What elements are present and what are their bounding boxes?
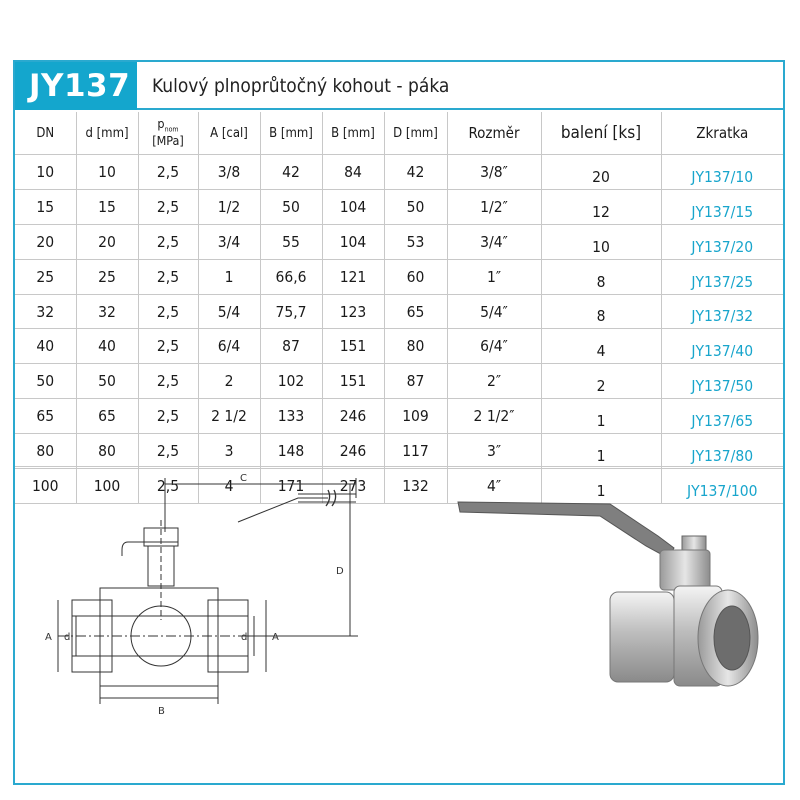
cell-d: 20: [76, 224, 138, 259]
cell-zkratka: JY137/15: [661, 189, 783, 224]
cell-zkratka: JY137/25: [661, 259, 783, 294]
cell-a: 4: [198, 469, 260, 504]
cell-d: 25: [76, 259, 138, 294]
cell-zkratka: JY137/80: [661, 434, 783, 469]
cell-rozmer: 4″: [447, 469, 541, 504]
header-b2: B [mm]: [322, 112, 384, 155]
cell-b2: 123: [322, 294, 384, 329]
cell-dd: 60: [384, 259, 447, 294]
cell-b2: 104: [322, 189, 384, 224]
cell-zkratka: JY137/65: [661, 399, 783, 434]
cell-a: 1/2: [198, 189, 260, 224]
cell-dn: 100: [15, 469, 76, 504]
table-row: [15, 259, 783, 294]
cell-rozmer: 6/4″: [447, 329, 541, 364]
cell-dn: 10: [15, 155, 76, 190]
cell-a: 3/8: [198, 155, 260, 190]
cell-baleni: 8: [541, 294, 661, 329]
valve-outlet-thread: [714, 606, 750, 670]
cell-b1: 133: [260, 399, 322, 434]
cell-baleni: 1: [541, 469, 661, 504]
cell-dd: 50: [384, 189, 447, 224]
table-header-row: [15, 112, 783, 155]
cell-rozmer: 3/8″: [447, 155, 541, 190]
cell-d: 32: [76, 294, 138, 329]
cell-dd: 87: [384, 364, 447, 399]
valve-body-left: [610, 592, 674, 682]
cell-pnom: 2,5: [138, 224, 198, 259]
cell-baleni: 20: [541, 155, 661, 190]
cell-zkratka: JY137/20: [661, 224, 783, 259]
cell-dn: 40: [15, 329, 76, 364]
spec-table: [15, 112, 783, 504]
table-row: [15, 155, 783, 190]
cell-b2: 151: [322, 329, 384, 364]
cell-zkratka: JY137/32: [661, 294, 783, 329]
cell-dd: 65: [384, 294, 447, 329]
cell-d: 50: [76, 364, 138, 399]
header-rozmer: Rozměr: [447, 112, 541, 155]
cell-a: 6/4: [198, 329, 260, 364]
cell-pnom: 2,5: [138, 189, 198, 224]
spec-table-body: [15, 155, 783, 504]
ball-valve-photo: [450, 488, 770, 698]
cell-b1: 75,7: [260, 294, 322, 329]
cell-b2: 84: [322, 155, 384, 190]
cell-a: 3/4: [198, 224, 260, 259]
header-baleni: balení [ks]: [541, 112, 661, 155]
cell-d: 10: [76, 155, 138, 190]
cell-baleni: 8: [541, 259, 661, 294]
cell-pnom: 2,5: [138, 329, 198, 364]
cell-zkratka: JY137/50: [661, 364, 783, 399]
cell-dn: 80: [15, 434, 76, 469]
cell-rozmer: 2″: [447, 364, 541, 399]
cell-dn: 32: [15, 294, 76, 329]
cell-baleni: 2: [541, 364, 661, 399]
cell-pnom: 2,5: [138, 434, 198, 469]
cell-d: 40: [76, 329, 138, 364]
cell-baleni: 1: [541, 399, 661, 434]
cell-b1: 148: [260, 434, 322, 469]
cell-baleni: 4: [541, 329, 661, 364]
table-row: [15, 294, 783, 329]
handle-drawing: [238, 494, 356, 522]
cell-dd: 117: [384, 434, 447, 469]
label-a-left: A: [45, 632, 52, 643]
cell-pnom: 2,5: [138, 364, 198, 399]
cell-dn: 15: [15, 189, 76, 224]
title-divider: [137, 108, 783, 110]
cell-rozmer: 2 1/2″: [447, 399, 541, 434]
cell-b1: 55: [260, 224, 322, 259]
cell-rozmer: 1″: [447, 259, 541, 294]
cell-b2: 246: [322, 434, 384, 469]
cell-dn: 25: [15, 259, 76, 294]
valve-body: [100, 588, 218, 686]
cell-rozmer: 3″: [447, 434, 541, 469]
cell-dn: 20: [15, 224, 76, 259]
header-b1: B [mm]: [260, 112, 322, 155]
cell-b2: 151: [322, 364, 384, 399]
header-dn: DN: [15, 112, 76, 155]
cell-pnom: 2,5: [138, 399, 198, 434]
cell-pnom: 2,5: [138, 155, 198, 190]
cell-d: 15: [76, 189, 138, 224]
cell-rozmer: 1/2″: [447, 189, 541, 224]
cell-a: 1: [198, 259, 260, 294]
cell-b1: 102: [260, 364, 322, 399]
cell-zkratka: JY137/100: [661, 469, 783, 504]
cell-dn: 65: [15, 399, 76, 434]
label-a-right: A: [272, 632, 279, 643]
header-a: A [cal]: [198, 112, 260, 155]
table-row: [15, 364, 783, 399]
cell-pnom: 2,5: [138, 469, 198, 504]
label-b: B: [158, 706, 165, 717]
cell-dd: 80: [384, 329, 447, 364]
header-zkratka: Zkratka: [661, 112, 783, 155]
cell-dd: 132: [384, 469, 447, 504]
cell-b1: 42: [260, 155, 322, 190]
label-d-big: D: [336, 566, 344, 577]
cell-pnom: 2,5: [138, 259, 198, 294]
cell-d: 80: [76, 434, 138, 469]
product-code: JY137: [15, 62, 137, 110]
cell-b1: 87: [260, 329, 322, 364]
cell-b1: 66,6: [260, 259, 322, 294]
table-row: [15, 189, 783, 224]
cell-b2: 104: [322, 224, 384, 259]
product-title: Kulový plnoprůtočný kohout - páka: [152, 75, 450, 97]
label-d-left: d: [64, 632, 71, 643]
lever-left: [122, 542, 178, 556]
cell-b1: 50: [260, 189, 322, 224]
valve-stem-housing: [660, 550, 710, 590]
header-d: d [mm]: [76, 112, 138, 155]
valve-handle: [458, 502, 674, 558]
cell-a: 2: [198, 364, 260, 399]
cell-zkratka: JY137/10: [661, 155, 783, 190]
cell-a: 2 1/2: [198, 399, 260, 434]
cell-a: 3: [198, 434, 260, 469]
cell-b2: 246: [322, 399, 384, 434]
table-bottom-rule: [15, 466, 783, 467]
technical-drawing: [28, 470, 408, 720]
cell-dd: 109: [384, 399, 447, 434]
header-dd: D [mm]: [384, 112, 447, 155]
cell-dd: 42: [384, 155, 447, 190]
cell-rozmer: 3/4″: [447, 224, 541, 259]
cell-d: 100: [76, 469, 138, 504]
cell-zkratka: JY137/40: [661, 329, 783, 364]
cell-pnom: 2,5: [138, 294, 198, 329]
cell-baleni: 10: [541, 224, 661, 259]
table-row: [15, 329, 783, 364]
cell-a: 5/4: [198, 294, 260, 329]
cell-rozmer: 5/4″: [447, 294, 541, 329]
cell-b1: 171: [260, 469, 322, 504]
cell-b2: 273: [322, 469, 384, 504]
cell-dd: 53: [384, 224, 447, 259]
table-row: [15, 224, 783, 259]
cell-baleni: 12: [541, 189, 661, 224]
table-row: [15, 434, 783, 469]
cell-b2: 121: [322, 259, 384, 294]
cell-baleni: 1: [541, 434, 661, 469]
label-c: C: [240, 473, 247, 484]
table-row: [15, 399, 783, 434]
header-pnom: $p_{nom}$ [MPa]: [138, 112, 198, 155]
cell-d: 65: [76, 399, 138, 434]
cell-dn: 50: [15, 364, 76, 399]
label-d-right: d: [241, 632, 248, 643]
